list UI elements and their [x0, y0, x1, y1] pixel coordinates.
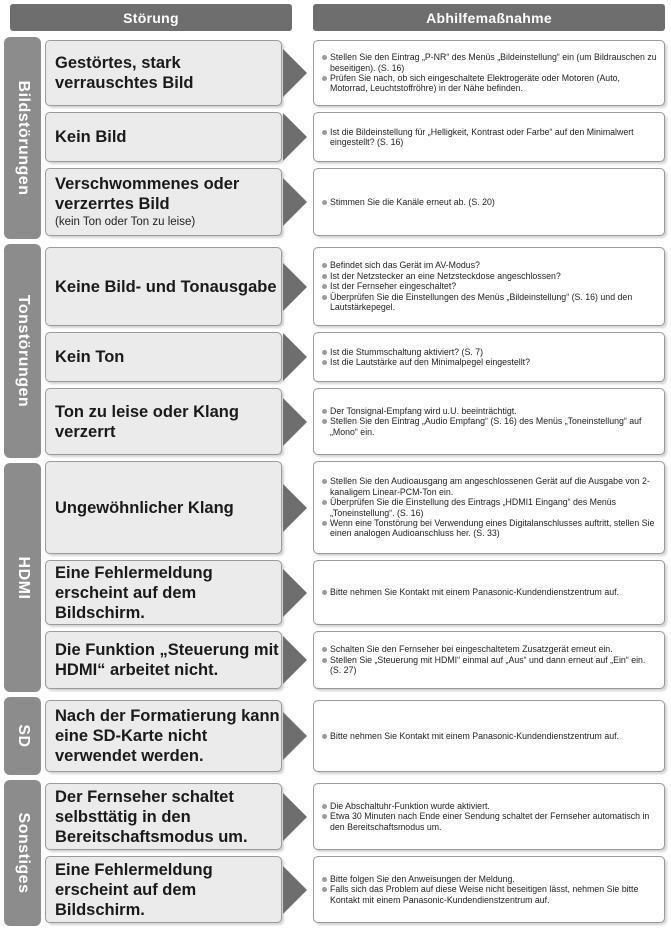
problem-box — [45, 112, 282, 162]
problem-box — [45, 461, 282, 554]
arrow-right-icon — [283, 866, 307, 914]
category-label: Bildstörungen — [14, 80, 32, 196]
remedy-item: Stimmen Sie die Kanäle erneut ab. (S. 20) — [322, 197, 658, 207]
problem-box — [45, 631, 282, 689]
remedy-item: Ist der Netzstecker an eine Netzsteckdose angeschlossen? — [322, 271, 658, 281]
problem-row — [0, 853, 671, 926]
remedy-item: Überprüfen Sie die Einstellungen des Menüs „Bildeinstellung“ (S. 16) und den Lautstärkepegel. — [322, 292, 658, 313]
arrow-right-icon — [283, 263, 307, 311]
remedy-item: Befindet sich das Gerät im AV-Modus? — [322, 260, 658, 270]
problem-box — [45, 856, 282, 923]
remedy-box — [313, 247, 665, 326]
category-label: Tonstörungen — [14, 294, 32, 408]
arrow-right-icon — [283, 398, 307, 446]
remedy-item: Etwa 30 Minuten nach Ende einer Sendung schaltet der Fernseher automatisch in den Bereitschaftsmodus um. — [322, 811, 658, 832]
remedy-item: Prüfen Sie nach, ob sich eingeschaltete Elektrogeräte oder Motoren (Auto, Motorrad, Leuchtstoffröhre) in der Nähe befinden. — [322, 73, 658, 94]
category-label: SD — [14, 724, 32, 748]
remedy-box — [313, 112, 665, 162]
problem-box — [45, 247, 282, 326]
category-label: Sonstiges — [14, 812, 32, 894]
problem-title: Nach der Formatierung kann eine SD-Karte nicht verwendet werden. — [55, 707, 280, 765]
remedy-box — [313, 700, 665, 772]
problem-title: Keine Bild- und Tonausgabe — [55, 277, 277, 296]
problem-row — [0, 780, 671, 853]
problem-row — [0, 37, 671, 109]
remedy-box — [313, 388, 665, 455]
problem-subtitle: (kein Ton oder Ton zu leise) — [55, 216, 196, 228]
remedy-item: Stellen Sie den Eintrag „Audio Empfang“ (S. 16) des Menüs „Toneinstellung“ auf „Mono“ ein. — [322, 416, 658, 437]
remedy-item: Bitte nehmen Sie Kontakt mit einem Panasonic-Kundendienstzentrum auf. — [322, 587, 658, 597]
remedy-item: Ist die Stummschaltung aktiviert? (S. 7) — [322, 347, 658, 357]
remedy-box — [313, 631, 665, 689]
problem-row — [0, 557, 671, 628]
remedy-box — [313, 168, 665, 236]
problem-box — [45, 783, 282, 850]
problem-box — [45, 700, 282, 772]
problem-box — [45, 332, 282, 382]
arrow-right-icon — [283, 569, 307, 617]
category-label: HDMI — [14, 556, 32, 599]
header-remedy: Abhilfemaßnahme — [313, 4, 665, 31]
remedy-box — [313, 856, 665, 923]
problem-title: Kein Ton — [55, 348, 125, 366]
problem-row — [0, 165, 671, 239]
remedy-item: Stellen Sie den Eintrag „P-NR“ des Menüs „Bildeinstellung“ ein (um Bildrauschen zu beseitigen). (S. 16) — [322, 52, 658, 73]
problem-box — [45, 168, 282, 236]
remedy-item: Stellen Sie „Steuerung mit HDMI“ einmal auf „Aus“ und dann erneut auf „Ein“ ein. (S. 27) — [322, 655, 658, 676]
problem-title: Eine Fehlermeldung erscheint auf dem Bildschirm. — [55, 860, 213, 919]
arrow-right-icon — [283, 484, 307, 532]
remedy-box — [313, 560, 665, 625]
remedy-item: Falls sich das Problem auf diese Weise nicht beseitigen lässt, nehmen Sie bitte Kontakt mit einem Panasonic-Kundendienstzentrum auf. — [322, 884, 658, 905]
problem-title: Kein Bild — [55, 128, 127, 146]
remedy-item: Bitte nehmen Sie Kontakt mit einem Panasonic-Kundendienstzentrum auf. — [322, 731, 658, 741]
problem-title: Gestörtes, stark verrauschtes Bild — [55, 54, 194, 92]
header-problem: Störung — [10, 4, 292, 31]
remedy-box — [313, 332, 665, 382]
problem-box — [45, 388, 282, 455]
arrow-right-icon — [283, 712, 307, 760]
problem-row — [0, 628, 671, 692]
problem-box — [45, 40, 282, 106]
remedy-item: Schalten Sie den Fernseher bei eingeschaltetem Zusatzgerät erneut ein. — [322, 644, 658, 654]
remedy-box — [313, 40, 665, 106]
problem-title: Eine Fehlermeldung erscheint auf dem Bildschirm. — [55, 563, 213, 622]
remedy-item: Ist die Bildeinstellung für „Helligkeit, Kontrast oder Farbe“ auf den Minimalwert eingestellt? (S. 16) — [322, 127, 658, 148]
arrow-right-icon — [283, 636, 307, 684]
remedy-item: Die Abschaltuhr-Funktion wurde aktiviert. — [322, 801, 658, 811]
problem-title: Ungewöhnlicher Klang — [55, 498, 234, 517]
arrow-right-icon — [283, 793, 307, 841]
remedy-item: Der Tonsignal-Empfang wird u.U. beeinträchtigt. — [322, 406, 658, 416]
remedy-item: Bitte folgen Sie den Anweisungen der Meldung. — [322, 874, 658, 884]
arrow-right-icon — [283, 49, 307, 97]
arrow-right-icon — [283, 178, 307, 226]
remedy-item: Wenn eine Tonstörung bei Verwendung eines Digitalanschlusses auftritt, stellen Sie einen analogen Audioanschluss her. (S. 33) — [322, 518, 658, 539]
problem-row — [0, 385, 671, 458]
problem-row — [0, 244, 671, 329]
remedy-item: Stellen Sie den Audioausgang am angeschlossenen Gerät auf die Ausgabe von 2-kanaligem Linear-PCM-Ton ein. — [322, 476, 658, 497]
remedy-item: Ist der Fernseher eingeschaltet? — [322, 281, 658, 291]
remedy-box — [313, 783, 665, 850]
problem-row — [0, 109, 671, 165]
remedy-box — [313, 461, 665, 554]
remedy-item: Überprüfen Sie die Einstellung des Eintrags „HDMI1 Eingang“ des Menüs „Toneinstellung“. (S. 16) — [322, 497, 658, 518]
arrow-right-icon — [283, 113, 307, 161]
problem-row — [0, 329, 671, 385]
arrow-right-icon — [283, 333, 307, 381]
remedy-item: Ist die Lautstärke auf den Minimalpegel eingestellt? — [322, 357, 658, 367]
problem-row — [0, 458, 671, 557]
problem-row — [0, 697, 671, 775]
problem-title: Der Fernseher schaltet selbsttätig in den Bereitschaftsmodus um. — [55, 787, 248, 846]
problem-title: Verschwommenes oder verzerrtes Bild — [55, 175, 240, 213]
problem-box — [45, 560, 282, 625]
problem-title: Ton zu leise oder Klang verzerrt — [55, 402, 239, 441]
problem-title: Die Funktion „Steuerung mit HDMI“ arbeitet nicht. — [55, 641, 279, 679]
